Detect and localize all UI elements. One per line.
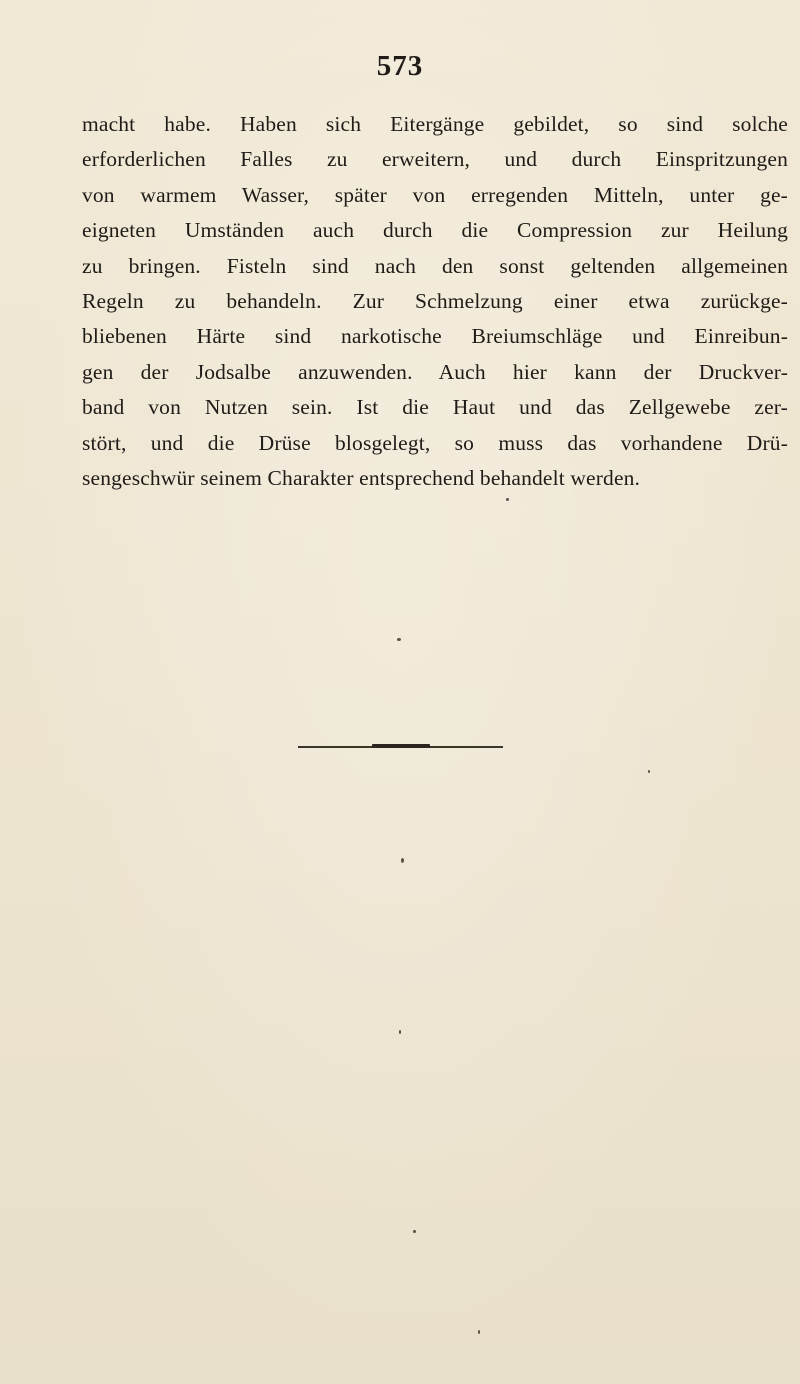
body-paragraph [82,107,788,496]
paper-speck [648,770,650,773]
text-line-8: gen der Jodsalbe anzuwenden. Auch hier kann der Druckver- [82,359,788,384]
text-line-9: band von Nutzen sein. Ist die Haut und das Zellgewebe zer- [82,395,788,420]
page-number: 573 [376,50,424,82]
text-line-3: von warmem Wasser, später von erregenden Mitteln, unter ge- [82,182,788,207]
text-line-10: stört, und die Drüse blosgelegt, so muss das vorhandene Drü- [82,430,788,455]
text-line-5: zu bringen. Fisteln sind nach den sonst geltenden allgemeinen [82,253,788,278]
paper-speck [397,638,401,641]
text-line-1: macht habe. Haben sich Eitergänge gebildet, so sind solche [82,112,788,136]
text-line-2: erforderlichen Falles zu erweitern, und durch Einspritzungen [82,147,788,172]
text-line-4: eigneten Umständen auch durch die Compression zur Heilung [82,218,788,243]
paper-speck [399,1030,401,1034]
text-line-6: Regeln zu behandeln. Zur Schmelzung einer etwa zurückge- [82,288,788,313]
paper-speck [478,1330,480,1334]
paper-speck [401,858,404,863]
text-line-7: bliebenen Härte sind narkotische Breiumschläge und Einreibun- [82,324,788,349]
paper-speck [413,1230,416,1233]
text-line-11: sengeschwür seinem Charakter entsprechend behandelt werden. [82,465,641,490]
paper-speck [506,498,509,501]
section-divider-center [372,744,430,748]
